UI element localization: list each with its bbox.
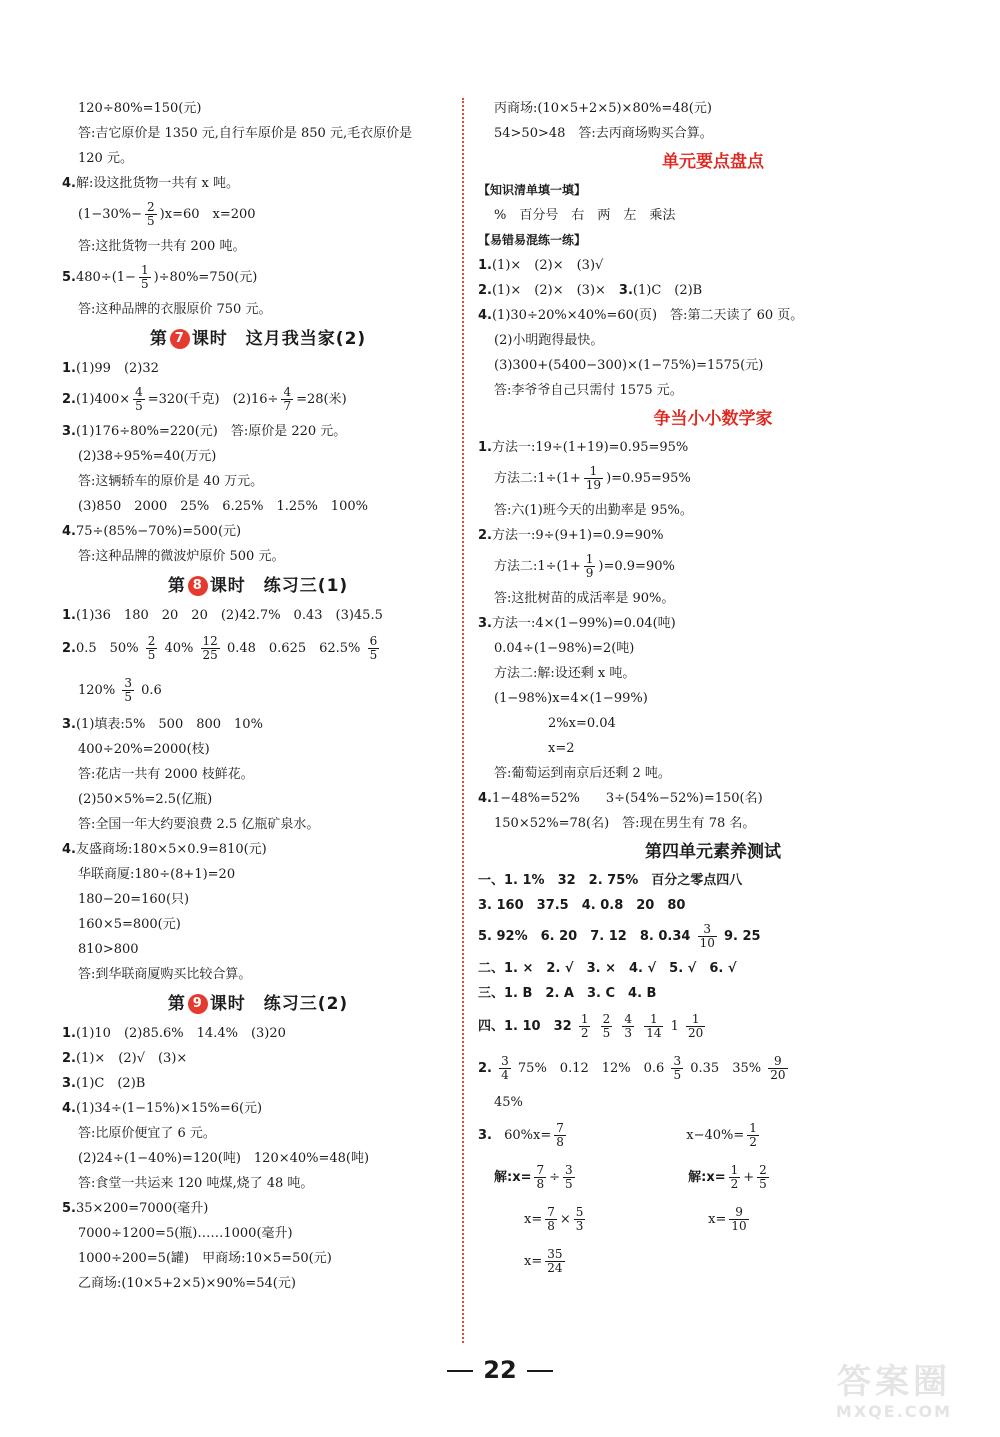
text: (1)36 180 20 20 (2)42.7% 0.43 (3)45.5: [75, 608, 383, 623]
text: (1−30%−: [78, 207, 143, 222]
item-line: [62, 1071, 454, 1096]
text-line: 2%x=0.04: [548, 716, 616, 731]
equation-line: [478, 1157, 948, 1199]
item-line: [62, 356, 454, 381]
text-line: 150×52%=78(名) 答:现在男生有 78 名。: [494, 816, 756, 831]
problem-number: 2.: [62, 392, 76, 407]
denominator: 5: [135, 399, 143, 413]
lesson-heading-8: [62, 569, 454, 603]
fraction: [584, 465, 603, 492]
item-line: [478, 1006, 948, 1048]
denominator: 2: [730, 1177, 739, 1191]
item-line: [62, 1046, 454, 1071]
dash-left: [447, 1370, 473, 1372]
equation-right: [686, 1121, 762, 1149]
subsection-heading: 【知识清单填一填】: [478, 183, 587, 197]
text: 40%: [164, 641, 194, 656]
item-line: [478, 786, 948, 811]
denominator: 8: [536, 1177, 545, 1191]
fraction: [686, 1013, 705, 1040]
fraction: [671, 1055, 683, 1082]
text: (1)34÷(1−15%)×15%=6(元): [75, 1101, 263, 1116]
text-line: 一、1. 1% 32 2. 75% 百分之零点四八: [478, 873, 743, 888]
answer-line: 答:这种品牌的衣服原价 750 元。: [78, 302, 272, 317]
text-line: 0.04÷(1−98%)=2(吨): [494, 641, 635, 656]
text: )=0.9=90%: [598, 559, 675, 574]
text-line: 答:吉它原价是 1350 元,自行车原价是 850 元,毛衣原价是: [78, 126, 413, 141]
equation-line: [478, 1199, 948, 1241]
section-heading-math-challenge: 争当小小数学家: [653, 409, 773, 429]
section-heading-unit-review: 单元要点盘点: [662, 152, 764, 172]
text: 9. 25: [723, 929, 761, 944]
text: 1: [670, 1019, 679, 1034]
text: 第: [149, 329, 168, 349]
fraction: [601, 1013, 613, 1040]
item-line: [62, 419, 454, 444]
fraction: [146, 635, 158, 662]
problem-5: [62, 259, 454, 297]
text: (1)C (2)B: [632, 283, 703, 298]
problem-number: 4.: [62, 842, 76, 857]
denominator: 5: [673, 1068, 682, 1082]
problem-4: [62, 171, 454, 196]
text-line: 答:这辆轿车的原价是 40 万元。: [78, 474, 264, 489]
denominator: 2: [580, 1026, 589, 1040]
numerator: 5: [575, 1205, 584, 1219]
item-line: [478, 1048, 948, 1090]
text: )x=60 x=200: [159, 207, 256, 222]
text: 解:x=: [688, 1170, 726, 1185]
fraction: [729, 1164, 741, 1191]
text: 第: [167, 576, 186, 596]
numerator: 4: [283, 385, 292, 399]
fraction: [545, 1206, 557, 1233]
fraction: [768, 1055, 787, 1082]
item-line: [62, 1096, 454, 1121]
text: 第: [167, 994, 186, 1014]
text: =320(千克) (2)16÷: [147, 392, 279, 407]
problem-number: 5.: [62, 270, 76, 285]
text: 课时 练习三(1): [209, 576, 349, 596]
item-line: [62, 670, 454, 712]
text: 解:设这批货物一共有 x 吨。: [75, 176, 239, 191]
text: 友盛商场:180×5×0.9=810(元): [75, 842, 267, 857]
text: (1)× (2)× (3)√: [491, 258, 604, 273]
fraction: [584, 553, 596, 580]
text-line: (3)300+(5400−300)×(1−75%)=1575(元): [494, 358, 764, 373]
text-line: 答:全国一年大约要浪费 2.5 亿瓶矿泉水。: [78, 817, 320, 832]
text: 方法一:9÷(9+1)=0.9=90%: [491, 528, 664, 543]
text-line: x=2: [548, 741, 575, 756]
problem-number: 2.: [62, 1051, 76, 1066]
numerator: 1: [686, 1013, 705, 1027]
problem-number: 2.: [62, 641, 76, 656]
item-line: [62, 381, 454, 419]
denominator: 8: [547, 1219, 555, 1233]
text: )÷80%=750(元): [153, 270, 258, 285]
text: 5. 92% 6. 20 7. 12 8. 0.34: [478, 929, 691, 944]
denominator: 9: [585, 566, 594, 580]
text: 1−48%=52% 3÷(54%−52%)=150(名): [491, 791, 763, 806]
fraction: [201, 635, 220, 662]
text: 75÷(85%−70%)=500(元): [75, 524, 242, 539]
watermark-url: MXQE.COM: [835, 1402, 953, 1421]
equation-left: [524, 1199, 704, 1241]
numerator: 3: [698, 923, 717, 937]
text: 0.5 50%: [75, 641, 139, 656]
item-line: [62, 1021, 454, 1046]
equation-line: [62, 196, 454, 234]
equation-right: [708, 1205, 752, 1233]
equation-left: [496, 1115, 682, 1157]
denominator: 19: [585, 478, 602, 492]
problem-number: 1.: [62, 361, 76, 376]
text: 方法一:4×(1−99%)=0.04(吨): [491, 616, 676, 631]
numerator: 1: [585, 552, 594, 566]
text-line: % 百分号 右 两 左 乘法: [494, 208, 676, 223]
numerator: 6: [369, 634, 378, 648]
denominator: 20: [770, 1068, 786, 1082]
numerator: 2: [147, 634, 156, 648]
text: ÷: [549, 1170, 561, 1185]
text: 35×200=7000(毫升): [75, 1201, 209, 1216]
dash-right: [527, 1370, 553, 1372]
text: (1)30÷20%×40%=60(页) 答:第二天读了 60 页。: [491, 308, 804, 323]
lesson-heading-9: [62, 987, 454, 1021]
text-line: 乙商场:(10×5+2×5)×90%=54(元): [78, 1276, 296, 1291]
text-line: (2)24÷(1−40%)=120(吨) 120×40%=48(吨): [78, 1151, 370, 1166]
text: 课时 练习三(2): [209, 994, 349, 1014]
fraction: [644, 1013, 663, 1040]
text: 2.: [478, 1061, 492, 1076]
text: 60%x=: [504, 1128, 552, 1143]
text-line: 120÷80%=150(元): [78, 101, 202, 116]
answer-line: 答:这批货物一共有 200 吨。: [78, 239, 246, 254]
text: 0.48 0.625 62.5%: [226, 641, 361, 656]
text-line: 3. 160 37.5 4. 0.8 20 80: [478, 898, 686, 913]
denominator: 5: [147, 214, 155, 228]
text-line: 答:这批树苗的成活率是 90%。: [494, 591, 675, 606]
denominator: 5: [147, 648, 156, 662]
denominator: 14: [646, 1026, 662, 1040]
text-line: (2)38÷95%=40(万元): [78, 449, 217, 464]
item-line: [62, 628, 454, 670]
fraction: [139, 264, 151, 291]
text-line: 45%: [494, 1095, 523, 1110]
lesson-number-badge: 8: [188, 576, 208, 596]
lesson-number-badge: 9: [188, 994, 208, 1014]
left-column: [62, 96, 454, 1296]
numerator: 7: [536, 1163, 545, 1177]
item-line: [62, 519, 454, 544]
text-line: (1−98%)x=4×(1−99%): [494, 691, 648, 706]
numerator: 2: [602, 1012, 611, 1026]
text: 解:x=: [494, 1170, 532, 1185]
problem-number: 2.: [478, 528, 492, 543]
numerator: 9: [768, 1055, 787, 1069]
page-number-text: 22: [483, 1356, 517, 1384]
numerator: 9: [729, 1206, 748, 1220]
text: 480÷(1−: [75, 270, 136, 285]
denominator: 25: [202, 648, 218, 662]
text: )=0.95=95%: [606, 471, 691, 486]
text: x=: [708, 1212, 727, 1227]
denominator: 2: [749, 1135, 757, 1149]
item-line: [478, 278, 948, 303]
equation-line: [478, 1115, 948, 1157]
watermark-title: 答案圈: [837, 1362, 951, 1402]
text: x=: [524, 1254, 543, 1269]
problem-number: 4.: [62, 1101, 76, 1116]
denominator: 10: [731, 1219, 747, 1233]
item-line: [478, 611, 948, 636]
denominator: 10: [699, 936, 715, 950]
denominator: 24: [547, 1261, 563, 1275]
denominator: 5: [124, 690, 132, 704]
text-line: 二、1. × 2. √ 3. × 4. √ 5. √ 6. √: [478, 961, 737, 976]
denominator: 5: [602, 1026, 611, 1040]
fraction: [281, 386, 293, 413]
text-line: 7000÷1200=5(瓶)……1000(毫升): [78, 1226, 293, 1241]
numerator: 7: [556, 1121, 564, 1135]
text: 0.6: [141, 683, 162, 698]
text: 课时 这月我当家(2): [191, 329, 367, 349]
fraction: [534, 1164, 546, 1191]
item-line: [478, 435, 948, 460]
fraction: [698, 923, 717, 950]
denominator: 5: [369, 648, 378, 662]
text-line: 1000÷200=5(罐) 甲商场:10×5=50(元): [78, 1251, 332, 1266]
fraction: [622, 1013, 634, 1040]
numerator: 1: [584, 465, 603, 479]
text: (1)填表:5% 500 800 10%: [75, 717, 263, 732]
problem-number: 3.: [62, 424, 76, 439]
equation-line: [478, 460, 948, 498]
problem-number: 3.: [62, 717, 76, 732]
text: (1)C (2)B: [75, 1076, 146, 1091]
problem-number: 3.: [478, 616, 492, 631]
numerator: 7: [547, 1205, 555, 1219]
text-line: 180−20=160(只): [78, 892, 190, 907]
item-line: [478, 303, 948, 328]
text: (1)× (2)× (3)×: [491, 283, 606, 298]
problem-number: 2.: [478, 283, 492, 298]
text: (1)99 (2)32: [75, 361, 159, 376]
item-line: [62, 1196, 454, 1221]
numerator: 1: [730, 1163, 739, 1177]
text: (1)× (2)√ (3)×: [75, 1051, 188, 1066]
problem-number: 4.: [62, 176, 76, 191]
text-line: 120 元。: [78, 151, 133, 166]
numerator: 12: [202, 634, 218, 648]
fraction: [133, 386, 145, 413]
page-number: [420, 1354, 580, 1386]
right-column: [478, 96, 948, 1283]
text: x=: [524, 1212, 543, 1227]
denominator: 20: [688, 1026, 704, 1040]
text-line: 答:比原价便宜了 6 元。: [78, 1126, 216, 1141]
denominator: 7: [283, 399, 292, 413]
text-line: (2)50×5%=2.5(亿瓶): [78, 792, 213, 807]
fraction: [545, 1248, 564, 1275]
text-line: 答:葡萄运到南京后还剩 2 吨。: [494, 766, 671, 781]
problem-number: 1.: [62, 1026, 76, 1041]
problem-number: 3.: [618, 283, 633, 298]
fraction: [145, 201, 157, 228]
fraction: [554, 1122, 566, 1149]
equation-line: [478, 1241, 948, 1283]
text: 四、1. 10 32: [478, 1019, 572, 1034]
fraction: [574, 1206, 586, 1233]
text-line: 方法二:解:设还剩 x 吨。: [494, 666, 636, 681]
text: 120%: [78, 683, 116, 698]
text: 方法一:19÷(1+19)=0.95=95%: [491, 440, 689, 455]
numerator: 3: [565, 1163, 573, 1177]
fraction: [368, 635, 380, 662]
text-line: 答:到华联商厦购买比较合算。: [78, 967, 252, 982]
problem-number: 4.: [478, 791, 492, 806]
text: =28(米): [296, 392, 347, 407]
denominator: 5: [759, 1177, 767, 1191]
item-line: [62, 712, 454, 737]
text: 方法二:1÷(1+: [494, 471, 581, 486]
problem-number: 4.: [478, 308, 492, 323]
problem-number: 1.: [62, 608, 76, 623]
column-divider: [462, 98, 464, 1343]
text-line: 54>50>48 答:去丙商场购买合算。: [494, 126, 713, 141]
problem-number: 1.: [478, 258, 492, 273]
text: (1)176÷80%=220(元) 答:原价是 220 元。: [75, 424, 347, 439]
numerator: 1: [140, 263, 149, 277]
numerator: 3: [124, 676, 132, 690]
fraction: [563, 1164, 575, 1191]
numerator: 2: [759, 1163, 767, 1177]
text: 75% 0.12 12% 0.6: [517, 1061, 665, 1076]
text-line: 160×5=800(元): [78, 917, 181, 932]
watermark-logo: [806, 1362, 982, 1432]
text: ×: [559, 1212, 571, 1227]
text: (1)400×: [75, 392, 131, 407]
denominator: 5: [140, 277, 149, 291]
text: (1)10 (2)85.6% 14.4% (3)20: [75, 1026, 286, 1041]
text-line: 答:花店一共有 2000 枝鲜花。: [78, 767, 254, 782]
fraction: [499, 1055, 511, 1082]
fraction: [122, 677, 134, 704]
fraction: [729, 1206, 748, 1233]
denominator: 3: [624, 1026, 633, 1040]
equation-right: [688, 1163, 772, 1191]
numerator: 3: [501, 1054, 509, 1068]
lesson-number-badge: 7: [170, 329, 190, 349]
numerator: 3: [673, 1054, 682, 1068]
text-line: (3)850 2000 25% 6.25% 1.25% 100%: [78, 499, 368, 514]
denominator: 8: [556, 1135, 564, 1149]
item-line: [478, 253, 948, 278]
numerator: 1: [644, 1013, 663, 1027]
equation-left: [494, 1157, 684, 1199]
denominator: 5: [565, 1177, 573, 1191]
fraction: [579, 1013, 591, 1040]
text-line: 答:六(1)班今天的出勤率是 95%。: [494, 503, 693, 518]
numerator: 1: [749, 1121, 757, 1135]
numerator: 4: [135, 385, 143, 399]
text-line: 华联商厦:180÷(8+1)=20: [78, 867, 236, 882]
numerator: 4: [624, 1012, 633, 1026]
item-line: [62, 603, 454, 628]
item-line: [62, 837, 454, 862]
text-line: 答:李爷爷自己只需付 1575 元。: [494, 383, 683, 398]
numerator: 35: [547, 1247, 563, 1261]
text-line: 丙商场:(10×5+2×5)×80%=48(元): [494, 101, 712, 116]
lesson-heading-7: [62, 322, 454, 356]
section-heading-unit-test: 第四单元素养测试: [645, 842, 781, 862]
item-line: [478, 918, 948, 956]
fraction: [757, 1164, 769, 1191]
text-line: (2)小明跑得最快。: [494, 333, 604, 348]
denominator: 4: [501, 1068, 509, 1082]
item-line: [478, 523, 948, 548]
numerator: 1: [580, 1012, 589, 1026]
problem-number: 5.: [62, 1201, 76, 1216]
problem-number: 3.: [62, 1076, 76, 1091]
text-line: 810>800: [78, 942, 139, 957]
text-line: 三、1. B 2. A 3. C 4. B: [478, 986, 657, 1001]
text-line: 答:食堂一共运来 120 吨煤,烧了 48 吨。: [78, 1176, 314, 1191]
problem-number: 4.: [62, 524, 76, 539]
subsection-heading: 【易错易混练一练】: [478, 233, 587, 247]
text: +: [743, 1170, 755, 1185]
denominator: 3: [575, 1219, 584, 1233]
text-line: 400÷20%=2000(枝): [78, 742, 210, 757]
problem-number: 1.: [478, 440, 492, 455]
text: x−40%=: [686, 1128, 745, 1143]
text-line: 答:这种品牌的微波炉原价 500 元。: [78, 549, 285, 564]
fraction: [747, 1122, 759, 1149]
numerator: 2: [147, 200, 155, 214]
problem-number: 3.: [478, 1128, 492, 1143]
text: 方法二:1÷(1+: [494, 559, 581, 574]
equation-line: [478, 548, 948, 586]
text: 0.35 35%: [690, 1061, 762, 1076]
